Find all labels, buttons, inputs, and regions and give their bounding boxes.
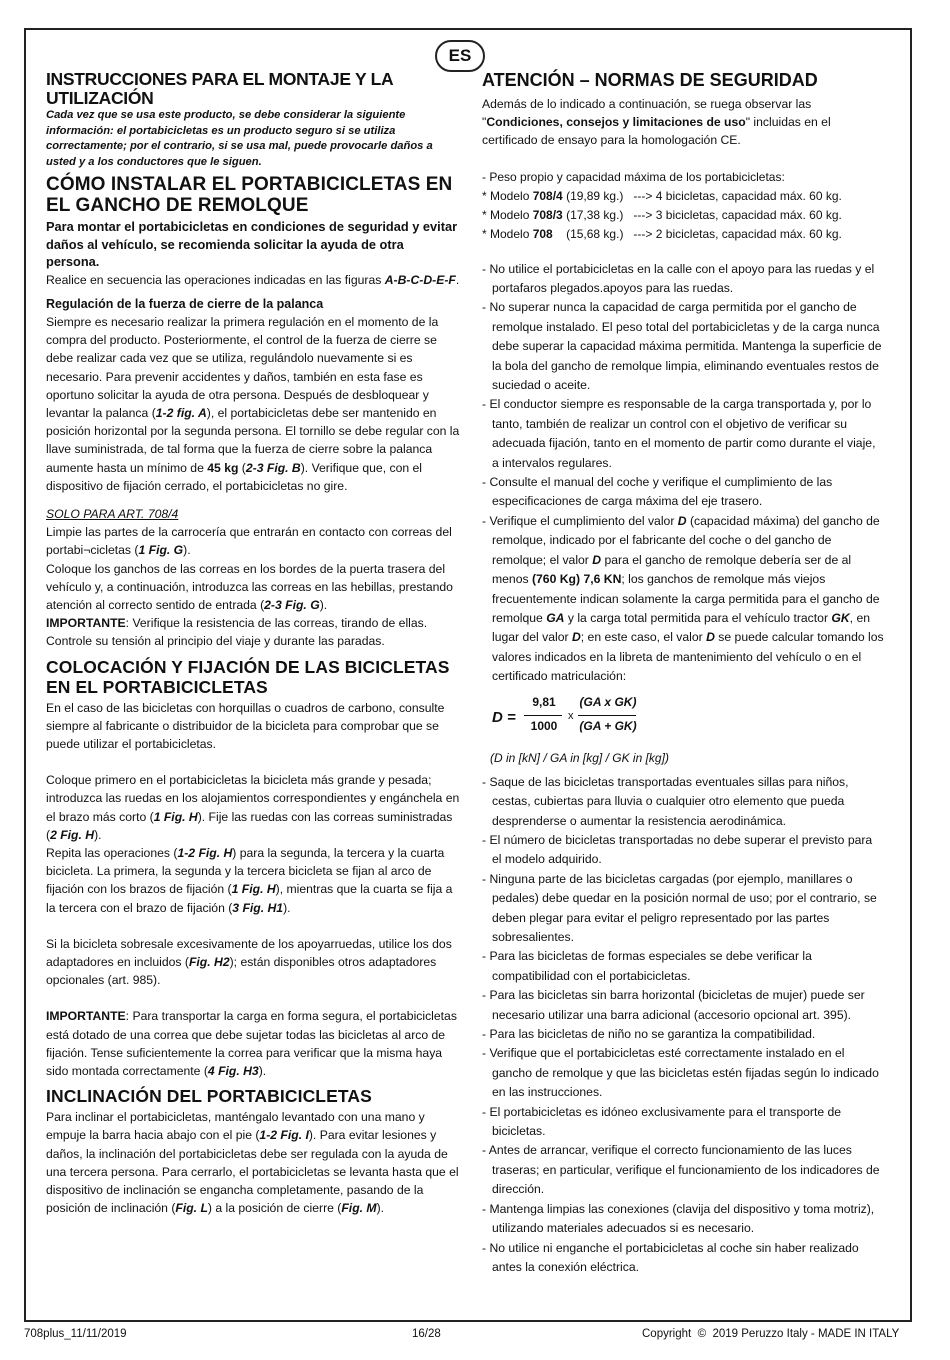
spacer [482, 150, 884, 168]
left-column [46, 70, 460, 1217]
art-text-2 [46, 560, 460, 615]
list-item: - El número de bicicletas transportadas no debe superar el previsto para el modelo adquirido. [482, 832, 873, 867]
place-part-2b: ). Fije las ruedas con las correas suministradas ( [46, 809, 453, 842]
place-fig-6: Fig. H2 [188, 955, 230, 969]
d-value-formula [488, 691, 884, 749]
footer-doc-id: 708plus_11/11/2019 [24, 1328, 127, 1340]
place-part-2c: ). [94, 827, 102, 842]
art-part-2: ). [183, 543, 191, 558]
spacer [46, 753, 460, 771]
safety-intro-c: " incluidas en el certificado de ensayo para la homologación CE. [482, 115, 831, 148]
place-fig-1: 1 Fig. H [153, 809, 198, 824]
spacer [46, 917, 460, 935]
place-part-3a: Repita las operaciones ( [46, 845, 178, 860]
footer-copyright: Copyright © 2019 Peruzzo Italy - MADE IN ITALY [642, 1328, 900, 1340]
tilt-part-1b: ). Para evitar lesiones y daños, la inclinación del portabicicletas debe ser regulada con la ayuda de una tercera persona. Para cerrarlo, el portabicicletas se levanta hasta que el dispositivo de inclinación se engancha completamente, pasando de la posición de inclinación ( [46, 1128, 459, 1216]
rule-d-2: (capacidad máxima) del gancho de remolque, indicado por el fabricante del coche o del gancho de remolque; el valor [492, 513, 880, 567]
place-fig-4: 1 Fig. H [231, 882, 276, 897]
intro-text: Cada vez que se usa este producto, se debe considerar la siguiente información: el portabicicletas es un producto seguro si se utiliza correctamente; por el contrario, si se usa mal, puede provocarle daños a usted y a los conductores que le siguen. [46, 109, 433, 168]
list-item: - El conductor siempre es responsable de la carga transportada y, por lo tanto, también de realizar un control con el objetivo de verificar su adecuada fijación, tanto en el momento de partir como durante el viaje, a intervalos regulares. [482, 397, 876, 470]
rule-d-value: (760 Kg) 7,6 KN [531, 572, 622, 587]
model-prefix: * Modelo [482, 207, 533, 222]
footer-page-number: 16/28 [412, 1328, 441, 1340]
models-list [482, 168, 884, 244]
tilt-fig-2: Fig. L [175, 1201, 208, 1216]
model-spec: (19,89 kg.) ---> 4 bicicletas, capacidad máx. 60 kg. [562, 188, 842, 203]
placement-text-2 [46, 771, 460, 844]
fraction-bar [524, 715, 562, 716]
formula-denominator-2: (GA + GK) [579, 718, 637, 733]
language-badge: ES [435, 40, 485, 72]
placement-text-1: En el caso de las bicicletas con horquillas o cuadros de carbono, consulte siempre al fabricante o distribuidor de la bicicleta para comprobar que se puede utilizar el portabicicletas. [46, 700, 445, 751]
install-seq-text: Realice en secuencia las operaciones indicadas en las figuras [46, 272, 382, 287]
spacer [46, 989, 460, 1007]
place-part-3c: ), mientras que la cuarta se fija a la tercera con el brazo de fijación ( [46, 882, 453, 915]
safety-intro [482, 95, 884, 150]
art-part-3: Coloque los ganchos de las correas en los bordes de la puerta trasera del vehículo y, a continuación, introduzca las correas en las hebillas, prestando atención al correcto sentido de entrada ( [46, 561, 453, 612]
tilt-fig-3: Fig. M [341, 1201, 377, 1216]
safety-rules-b [482, 773, 884, 1278]
list-item: - No utilice el portabicicletas en la calle con el apoyo para las ruedas y el portafaros plegados.apoyos para las ruedas. [482, 261, 875, 296]
place-part-5b: ). [258, 1064, 267, 1079]
list-item: - Mantenga limpias las conexiones (clavija del dispositivo y toma motriz), utilizando materiales adecuados si es necesario. [482, 1201, 875, 1236]
place-fig-5: 3 Fig. H1 [232, 900, 284, 915]
placement-heading: COLOCACIÓN Y FIJACIÓN DE LAS BICICLETAS EN EL PORTABICICLETAS [46, 656, 450, 697]
model-row [482, 225, 884, 244]
tilt-text [46, 1108, 460, 1217]
rule-d-3: para el gancho de remolque debería ser de al menos [492, 552, 852, 587]
tilt-part-1c: ) a la posición de cierre ( [207, 1201, 342, 1216]
model-prefix: * Modelo [482, 226, 533, 241]
reg-fig-1: 1-2 fig. A [155, 405, 207, 420]
model-spec: (15,68 kg.) ---> 2 bicicletas, capacidad máx. 60 kg. [552, 226, 842, 241]
formula-lhs: D = [492, 708, 516, 726]
place-fig-3: 1-2 Fig. H [177, 845, 233, 860]
models-heading: - Peso propio y capacidad máxima de los portabicicletas: [482, 169, 785, 184]
model-spec: (17,38 kg.) ---> 3 bicicletas, capacidad máx. 60 kg. [562, 207, 842, 222]
rule-d-symbol: D [571, 630, 581, 645]
tilt-part-1d: ). [376, 1201, 385, 1216]
rule-d-symbol: D [706, 630, 715, 645]
formula-units: (D in [kN] / GA in [kg] / GK in [kg]) [490, 750, 669, 765]
install-lead: Para montar el portabicicletas en condiciones de seguridad y evitar daños al vehículo, se recomienda solicitar la ayuda de otra persona. [46, 219, 458, 269]
reg-part-2: ), el portabicicletas debe ser mantenido en posición horizontal por la segunda persona. El tornillo se debe regular con la llave suministrada, de tal forma que la fuerza de cierre sobre la palanca aumente hasta un mínimo de [46, 405, 460, 475]
rule-d-6: , en lugar del valor [492, 610, 871, 645]
list-item: - Verifique que el portabicicletas esté correctamente instalado en el gancho de remolque y que las bicicletas estén fijadas según lo indicado en las instrucciones. [482, 1046, 879, 1100]
rule-d-symbol: D [677, 513, 687, 528]
right-column [482, 70, 884, 1277]
model-row [482, 206, 884, 225]
art-text-1 [46, 523, 460, 559]
tilt-part-1a: Para inclinar el portabicicletas, manténgalo levantado con una mano y empuje la barra hacia abajo con el pie ( [46, 1110, 425, 1143]
fraction-bar [578, 715, 636, 716]
reg-part-4: ). Verifique que, con el dispositivo de fijación cerrado, el portabicicletas no gire. [46, 460, 423, 493]
formula-numerator-2: (GA x GK) [579, 694, 637, 709]
art-important: IMPORTANTE [46, 616, 126, 631]
art-fig-1: 1 Fig. G [138, 543, 184, 558]
place-fig-7: 4 Fig. H3 [207, 1064, 259, 1079]
rule-d-ga: GA [546, 610, 565, 625]
regulation-heading: Regulación de la fuerza de cierre de la palanca [46, 296, 324, 311]
install-heading: CÓMO INSTALAR EL PORTABICICLETAS EN EL GANCHO DE REMOLQUE [46, 174, 453, 216]
rule-d-5: y la carga total permitida para el vehículo tractor [564, 610, 832, 625]
place-part-4b: ); están disponibles otros adaptadores opcionales (art. 985). [46, 955, 437, 988]
list-item: - Para las bicicletas de niño no se garantiza la compatibilidad. [482, 1027, 816, 1042]
art-text-3 [46, 614, 460, 650]
place-part-5a: : Para transportar la carga en forma segura, el portabicicletas está dotado de una correa que debe sujetar todas las bicicletas al arco de fijación. Tense suficientemente la correa para verificar que la misma haya sido montada correctamente ( [46, 1009, 457, 1079]
model-prefix: * Modelo [482, 188, 533, 203]
list-item: - Consulte el manual del coche y verifique el cumplimiento de las especificaciones de carga máxima del eje trasero. [482, 475, 833, 509]
place-part-3d: ). [283, 900, 291, 915]
install-sequence: Realice en secuencia las operaciones indicadas en las figuras A-B-C-D-E-F. [46, 272, 460, 287]
safety-intro-b: Condiciones, consejos y limitaciones de uso [486, 115, 746, 130]
place-important: IMPORTANTE [46, 1009, 126, 1024]
safety-heading: ATENCIÓN – NORMAS DE SEGURIDAD [482, 70, 818, 90]
place-part-3b: ) para la segunda, la tercera y la cuarta bicicleta. La primera, la segunda y la tercera bicicleta se fijan al arco de fijación con los brazos de fijación ( [46, 845, 445, 897]
safety-rules-a [482, 260, 884, 687]
art-part-1: Limpie las partes de la carrocería que entrarán en contacto con correas del portabi¬cicletas ( [46, 525, 452, 558]
rule-d-1: - Verifique el cumplimiento del valor [482, 513, 678, 528]
placement-text-3 [46, 844, 460, 917]
rule-d-symbol: D [592, 552, 602, 567]
reg-part-1: Siempre es necesario realizar la primera regulación en el momento de la compra del producto. Posteriormente, el control de la fuerza de cierre se debe realizar cada vez que se utiliza, regulándolo nuevamente si es necesario. Para prevenir accidentes y daños, también en esta fase es oportuno solicitar la ayuda de otra persona. Después de desbloquear y levantar la palanca ( [46, 314, 439, 420]
install-figs: A-B-C-D-E-F [384, 272, 456, 287]
list-item: - Para las bicicletas sin barra horizontal (bicicletas de mujer) puede ser necesario utilizar una barra adicional (accesorio opcional art. 395). [482, 988, 865, 1022]
list-item: - Para las bicicletas de formas especiales se debe verificar la compatibilidad con el portabicicletas. [482, 949, 812, 983]
model-name: 708/3 [532, 207, 563, 222]
art-part-5: : Verifique la resistencia de las correas, tirando de ellas. Controle su tensión al principio del viaje y durante las paradas. [46, 616, 428, 649]
spacer [482, 252, 884, 260]
rule-d-7: ; en este caso, el valor [580, 630, 707, 645]
art-part-4: ). [319, 597, 328, 612]
reg-part-3: ( [238, 460, 246, 475]
placement-text-5 [46, 1007, 460, 1080]
list-item: - Antes de arrancar, verifique el correcto funcionamiento de las luces traseras; en particular, verifique el funcionamiento de los indicadores de dirección. [482, 1143, 880, 1197]
place-part-4a: Si la bicicleta sobresale excesivamente de los apoyarruedas, utilice los dos adaptadores en incluidos ( [46, 936, 452, 969]
place-fig-2: 2 Fig. H [50, 827, 95, 842]
formula-denominator-1: 1000 [530, 718, 558, 733]
model-name: 708 [532, 226, 553, 241]
list-item: - El portabicicletas es idóneo exclusivamente para el transporte de bicicletas. [482, 1104, 842, 1139]
placement-text-4 [46, 935, 460, 990]
list-item: - No utilice ni enganche el portabicicletas al coche sin haber realizado antes la conexión eléctrica. [482, 1240, 859, 1274]
formula-numerator-1: 9,81 [532, 694, 556, 709]
art-heading: SOLO PARA ART. 708/4 [46, 506, 179, 521]
tilt-fig-1: 1-2 Fig. I [259, 1128, 309, 1143]
model-name: 708/4 [532, 188, 563, 203]
model-row [482, 187, 884, 206]
safety-intro-a: Además de lo indicado a continuación, se ruega observar las " [482, 97, 812, 130]
list-item: - Saque de las bicicletas transportadas eventuales sillas para niños, cestas, cubiertas para lluvia o cualquier otro elemento que pueda desprenderse o aumentar la resistencia aerodinámica. [482, 774, 849, 828]
list-item: - No superar nunca la capacidad de carga permitida por el gancho de remolque instalado. El peso total del portabicicletas y de la carga nunca debe superar la capacidad máxima permitida. Mantenga la superficie de la bola del gancho de remolque limpia, eliminando eventuales restos de suciedad o aceite. [482, 300, 882, 393]
formula-times: x [568, 709, 574, 722]
rule-d-4: ; los ganchos de remolque más viejos frecuentemente indican solamente la carga permitida para el gancho de remolque [492, 572, 880, 625]
art-fig-2: 2-3 Fig. G [264, 597, 320, 612]
regulation-text [46, 313, 460, 495]
reg-kg: 45 kg [207, 460, 239, 475]
spacer [482, 244, 884, 252]
reg-fig-2: 2-3 Fig. B [245, 460, 301, 475]
rule-d-8: se puede calcular tomando los valores indicados en la libreta de mantenimiento del vehículo o en el certificado matriculación: [492, 630, 884, 684]
list-item: - Ninguna parte de las bicicletas cargadas (por ejemplo, manillares o pedales) debe quedar en la posición normal de uso; por el contrario, se deben plegar para evitar el peligro representado por las partes sobresalientes. [482, 871, 877, 944]
rule-d-gk: GK [831, 610, 850, 625]
main-title: INSTRUCCIONES PARA EL MONTAJE Y LA UTILIZACIÓN [46, 69, 393, 108]
list-item [482, 512, 884, 687]
tilt-heading: INCLINACIÓN DEL PORTABICICLETAS [46, 1086, 372, 1107]
place-part-2a: Coloque primero en el portabicicletas la bicicleta más grande y pesada; introduzca las ruedas en los alojamientos correspondientes y engánchela en el brazo más corto ( [46, 773, 460, 824]
